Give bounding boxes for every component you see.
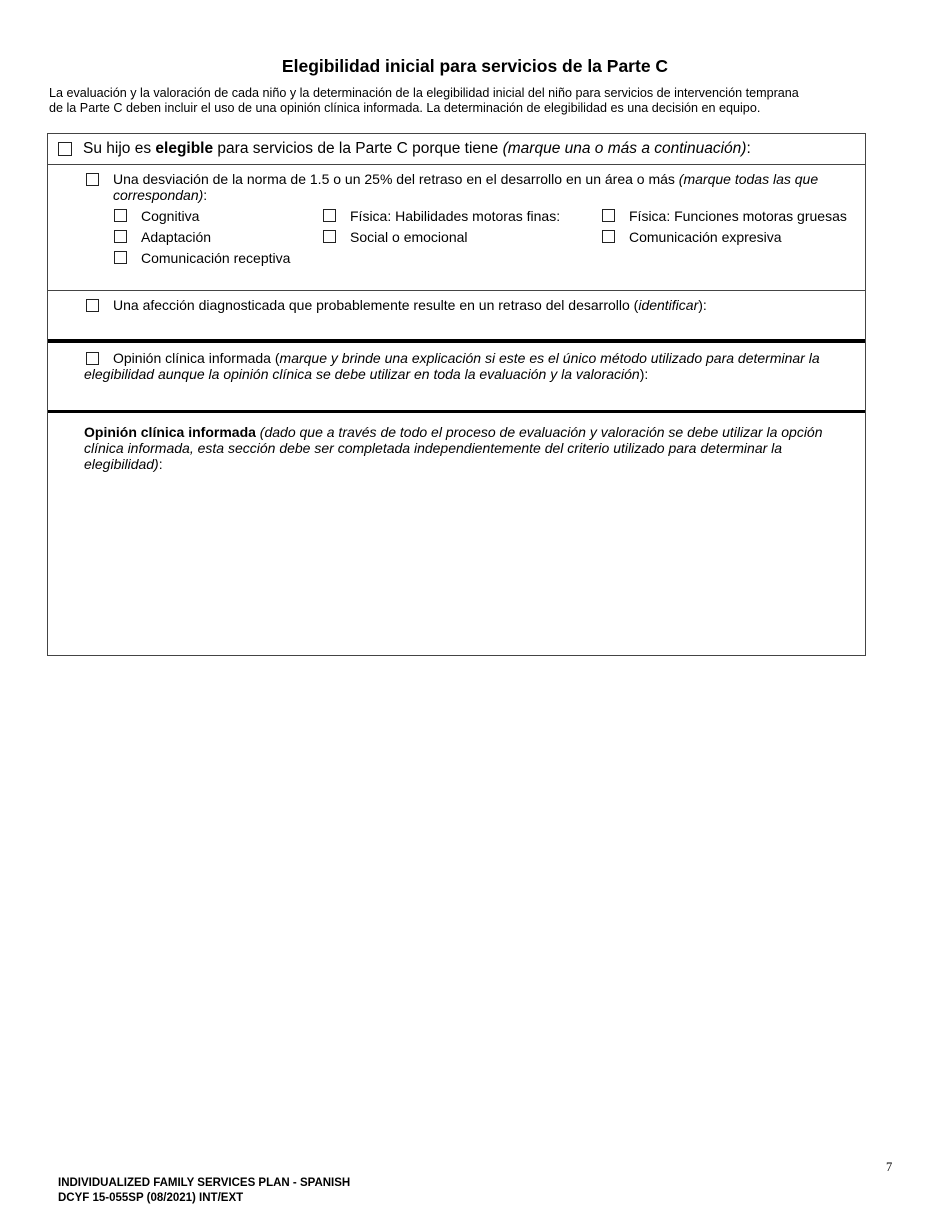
page-title: Elegibilidad inicial para servicios de la Parte C [281, 56, 669, 76]
diagnosed-section [48, 291, 865, 343]
area-option-adaptacion[interactable] [114, 229, 211, 245]
diagnosed-checkbox[interactable] [86, 299, 99, 312]
area-option-cognitiva[interactable] [114, 208, 199, 224]
area-option-comunicacion-receptiva[interactable] [114, 250, 290, 266]
eligible-text-post: : [746, 140, 751, 157]
clinical-option-text-italic: marque y brinde una explicación si este es el único método utilizado para determinar la elegibilidad aunque la opinión clínica se debe utilizar en toda la evaluación y la valoración [84, 350, 820, 382]
fisica-finas-label: Física: Habilidades motoras finas: [350, 208, 561, 224]
clinical-opinion-bold: Opinión clínica informada [84, 424, 256, 440]
area-option-comunicacion-expresiva[interactable] [602, 229, 782, 245]
comunicacion-expresiva-label: Comunicación expresiva [629, 229, 782, 245]
clinical-opinion-italic: (dado que a través de todo el proceso de evaluación y valoración se debe utilizar la opción clínica informada, esta sección debe ser completada independientemente del criterio utilizado para determinar la elegibilidad) [84, 424, 823, 472]
comunicacion-receptiva-label: Comunicación receptiva [141, 250, 291, 266]
eligible-text-italic: (marque una o más a continuación) [502, 140, 747, 157]
comunicacion-receptiva-checkbox[interactable] [114, 251, 127, 264]
cognitiva-label: Cognitiva [141, 208, 200, 224]
clinical-option-section [48, 343, 865, 413]
diagnosed-text: Una afección diagnosticada que probablemente resulte en un retraso del desarrollo ( [113, 297, 639, 313]
intro-line-1: La evaluación y la valoración de cada niño y la determinación de la elegibilidad inicial del niño para servicios de intervención temprana [49, 86, 799, 100]
eligible-section [48, 134, 865, 165]
adaptacion-checkbox[interactable] [114, 230, 127, 243]
intro-paragraph [49, 86, 849, 116]
footer-line-1: INDIVIDUALIZED FAMILY SERVICES PLAN - SPANISH [58, 1177, 351, 1189]
deviation-section [48, 165, 865, 291]
deviation-statement [113, 171, 853, 203]
comunicacion-expresiva-checkbox[interactable] [602, 230, 615, 243]
clinical-option-statement [84, 350, 834, 382]
eligible-text-bold: elegible [155, 140, 214, 157]
clinical-opinion-heading [84, 424, 829, 472]
page-number: 7 [886, 1160, 893, 1174]
deviation-text-post: : [203, 187, 208, 203]
diagnosed-statement [113, 297, 707, 313]
deviation-checkbox[interactable] [86, 173, 99, 186]
fisica-gruesas-label: Física: Funciones motoras gruesas [629, 208, 847, 224]
fisica-gruesas-checkbox[interactable] [602, 209, 615, 222]
area-option-fisica-gruesas[interactable] [602, 208, 847, 224]
deviation-text: Una desviación de la norma de 1.5 o un 25% del retraso en el desarrollo en un área o más [113, 171, 679, 187]
footer-line-2: DCYF 15-055SP (08/2021) INT/EXT [58, 1192, 244, 1204]
eligible-text-mid: para servicios de la Parte C porque tiene [213, 140, 503, 157]
adaptacion-label: Adaptación [141, 229, 212, 245]
eligible-checkbox[interactable] [58, 142, 72, 156]
diagnosed-text-italic: identificar [638, 297, 699, 313]
deviation-text-italic: (marque todas las que correspondan) [113, 171, 819, 203]
clinical-option-text-post: ): [639, 366, 649, 382]
eligible-statement [83, 141, 751, 157]
clinical-opinion-section [48, 413, 865, 656]
clinical-opinion-post: : [158, 456, 163, 472]
eligible-text-pre: Su hijo es [83, 140, 156, 157]
social-emocional-checkbox[interactable] [323, 230, 336, 243]
social-emocional-label: Social o emocional [350, 229, 468, 245]
area-option-fisica-finas[interactable] [323, 208, 560, 224]
diagnosed-text-post: ): [698, 297, 707, 313]
eligibility-form [47, 133, 866, 656]
clinical-option-text: Opinión clínica informada ( [113, 350, 280, 366]
area-option-social-emocional[interactable] [323, 229, 468, 245]
cognitiva-checkbox[interactable] [114, 209, 127, 222]
fisica-finas-checkbox[interactable] [323, 209, 336, 222]
footer [58, 1176, 350, 1206]
intro-line-2: de la Parte C deben incluir el uso de una opinión clínica informada. La determinación de elegibilidad es una decisión en equipo. [49, 101, 761, 115]
